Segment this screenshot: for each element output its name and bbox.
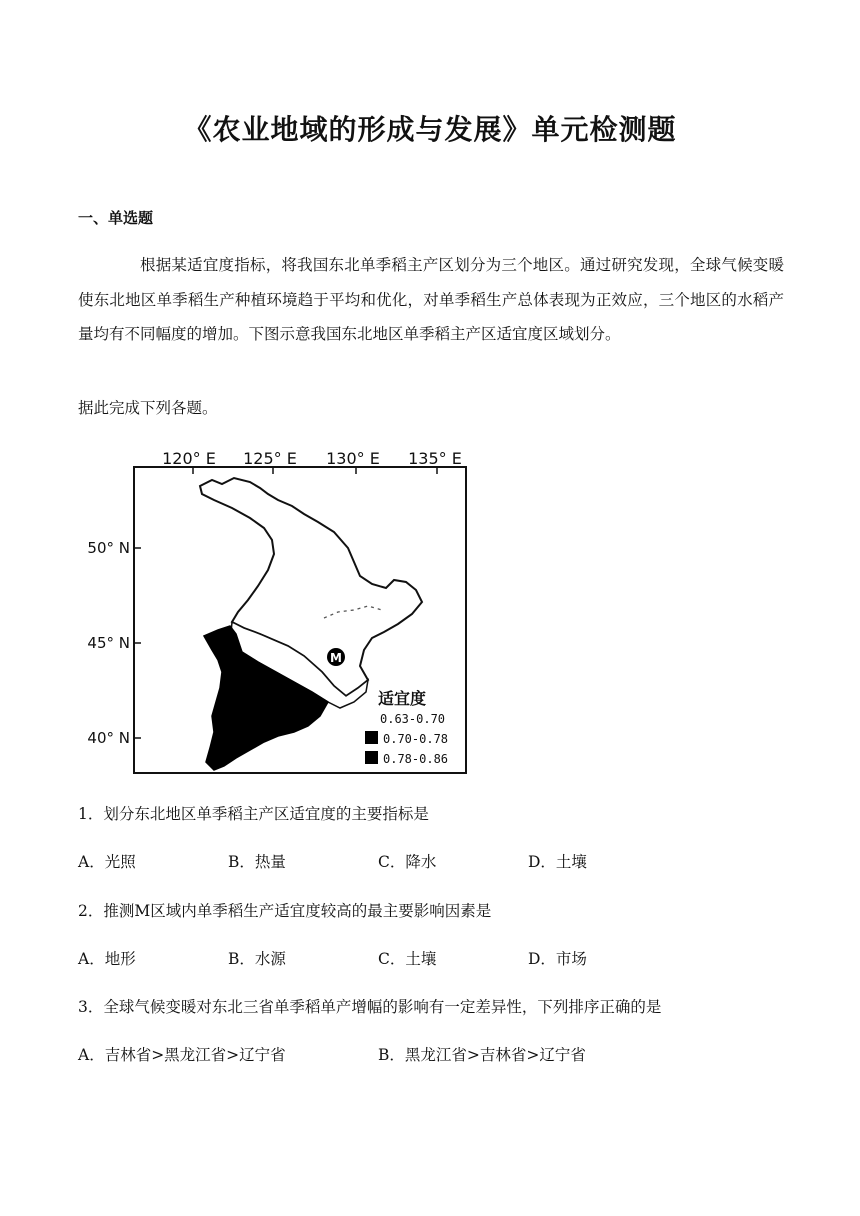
- question-1-option-b: B．热量: [228, 853, 286, 871]
- question-1-text: 1．划分东北地区单季稻主产区适宜度的主要指标是: [78, 805, 429, 823]
- lon-label-125: 125° E: [243, 449, 297, 468]
- question-1-option-c: C．降水: [378, 853, 437, 871]
- question-3-option-b: B．黑龙江省>吉林省>辽宁省: [378, 1046, 586, 1064]
- instruction-text: 据此完成下列各题。: [78, 399, 218, 417]
- question-1-option-d: D．土壤: [528, 853, 587, 871]
- lat-label-45: 45° N: [87, 634, 130, 652]
- question-2-option-d: D．市场: [528, 950, 587, 968]
- page-title: 《农业地域的形成与发展》单元检测题: [183, 113, 677, 146]
- lon-label-135: 135° E: [408, 449, 462, 468]
- legend-item-low: 0.63-0.70: [380, 712, 446, 726]
- m-marker-label: M: [330, 651, 342, 665]
- section-heading: 一、单选题: [78, 209, 154, 227]
- lon-label-130: 130° E: [326, 449, 380, 468]
- northeast-rice-suitability-map: [72, 440, 492, 785]
- question-3-text: 3．全球气候变暖对东北三省单季稻单产增幅的影响有一定差异性，下列排序正确的是: [78, 998, 662, 1016]
- legend-item-mid: 0.70-0.78: [383, 732, 449, 746]
- legend-swatch-mid: [365, 731, 378, 744]
- question-2-option-b: B．水源: [228, 950, 286, 968]
- question-2-text: 2．推测M区域内单季稻生产适宜度较高的最主要影响因素是: [78, 902, 492, 920]
- lat-label-40: 40° N: [87, 729, 130, 747]
- question-3-option-a: A．吉林省>黑龙江省>辽宁省: [78, 1046, 286, 1064]
- question-1-option-a: A．光照: [78, 853, 136, 871]
- intro-paragraph: 根据某适宜度指标，将我国东北单季稻主产区划分为三个地区。通过研究发现，全球气候变暖使东北地区单季稻生产种植环境趋于平均和优化，对单季稻生产总体表现为正效应，三个地区的水稻产量均有不同幅度的增加。下图示意我国东北地区单季稻主产区适宜度区域划分。: [78, 256, 784, 343]
- legend-swatch-high: [365, 751, 378, 764]
- lat-label-50: 50° N: [87, 539, 130, 557]
- lon-label-120: 120° E: [162, 449, 216, 468]
- legend-item-high: 0.78-0.86: [383, 752, 449, 766]
- question-2-option-c: C．土壤: [378, 950, 437, 968]
- question-2-option-a: A．地形: [78, 950, 136, 968]
- legend-swatch-low: [365, 711, 375, 723]
- legend-title: 适宜度: [378, 689, 427, 708]
